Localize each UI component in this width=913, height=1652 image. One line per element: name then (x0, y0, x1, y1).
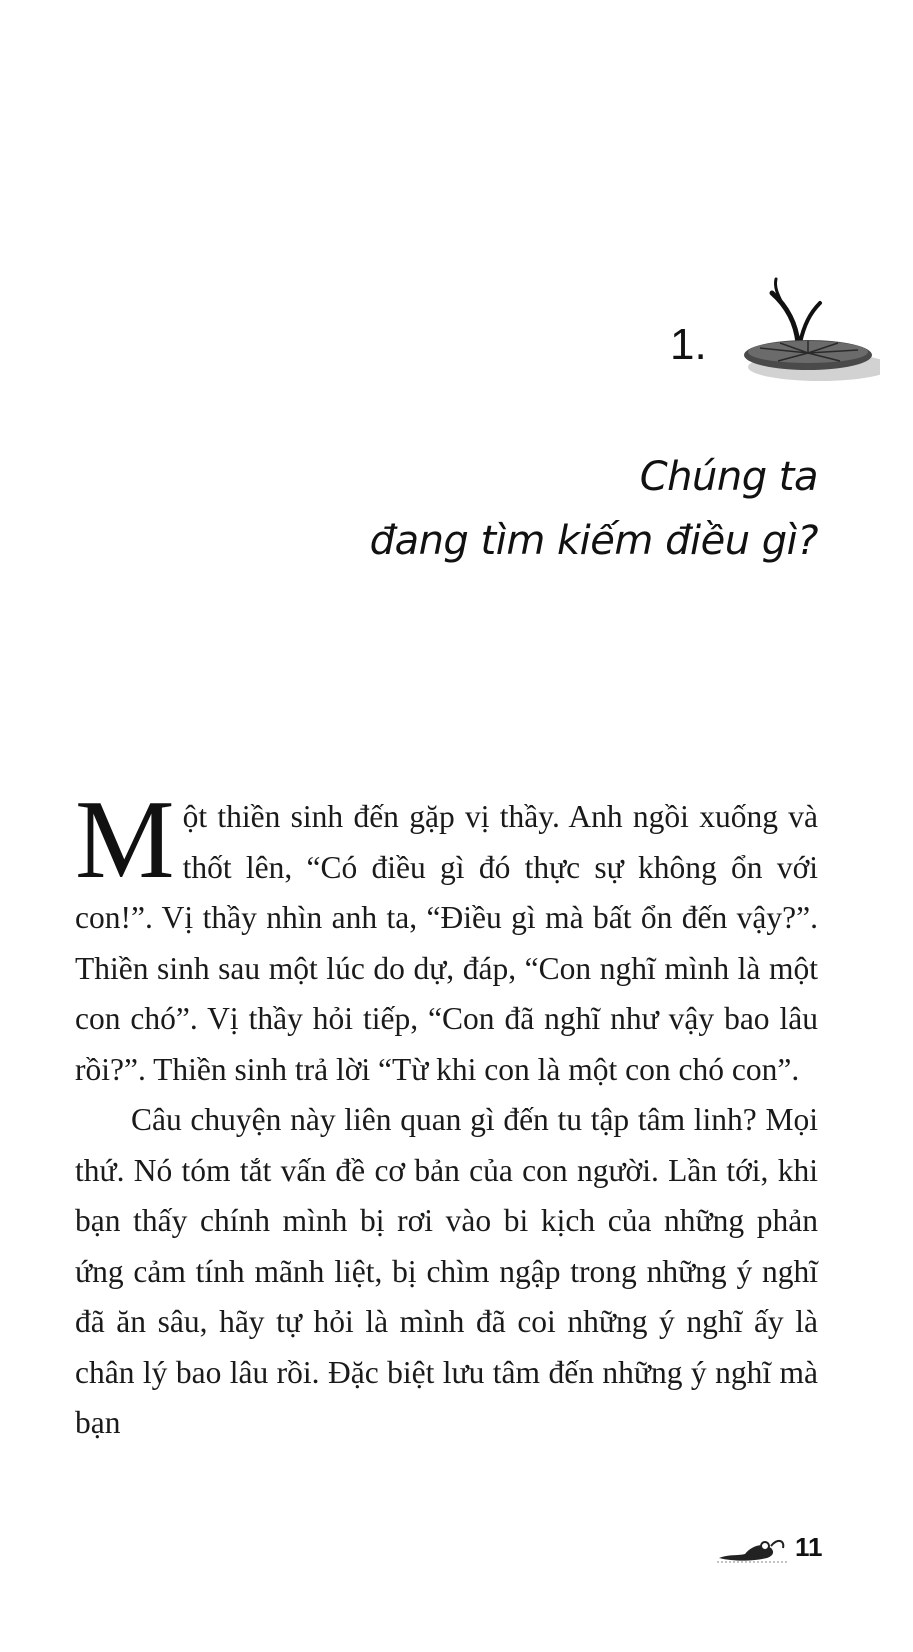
paragraph-1-text: ột thiền sinh đến gặp vị thầy. Anh ngồi xuống và thốt lên, “Có điều gì đó thực sự không ổn với con!”. Vị thầy nhìn anh ta, “Điều gì mà bất ổn đến vậy?”. Thiền sinh sau một lúc do dự, đáp, “Con nghĩ mình là một con chó”. Vị thầy hỏi tiếp, “Con đã nghĩ như vậy bao lâu rồi?”. Thiền sinh trả lời “Từ khi con là một con chó con”. (75, 799, 818, 1087)
body-text (75, 778, 818, 1449)
page-number: 11 (795, 1532, 823, 1562)
page-footer (715, 1530, 835, 1570)
paragraph-1 (75, 778, 818, 1095)
paragraph-2: Câu chuyện này liên quan gì đến tu tập tâm linh? Mọi thứ. Nó tóm tắt vấn đề cơ bản của con người. Lần tới, khi bạn thấy chính mình bị rơi vào bi kịch của những phản ứng cảm tính mãnh liệt, bị chìm ngập trong những ý nghĩ đã ăn sâu, hãy tự hỏi là mình đã coi những ý nghĩ ấy là chân lý bao lâu rồi. Đặc biệt lưu tâm đến những ý nghĩ mà bạn (75, 1102, 818, 1440)
chapter-title-line-1: Chúng ta (639, 454, 818, 500)
chapter-title-line-2: đang tìm kiếm điều gì? (369, 518, 818, 564)
chapter-title (218, 445, 818, 573)
chapter-mark (670, 255, 885, 425)
lotus-leaf-icon (730, 255, 880, 405)
frog-icon (715, 1534, 790, 1566)
drop-cap: M (75, 778, 175, 902)
chapter-number: 1. (670, 320, 707, 369)
